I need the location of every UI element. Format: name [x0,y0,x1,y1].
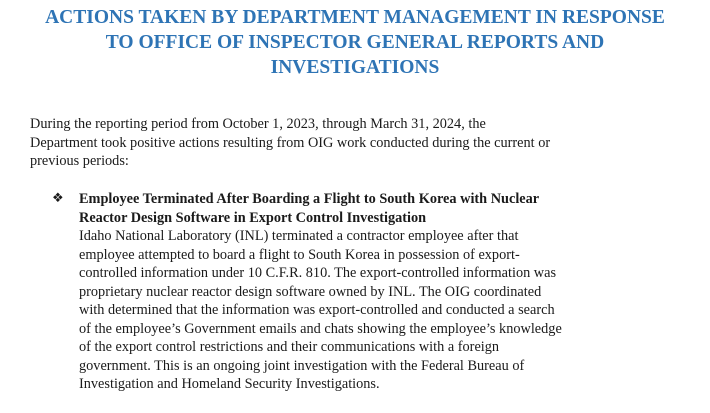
item-body-line: with determined that the information was export-controlled and conducted a search [79,302,555,318]
page-title [10,5,700,80]
intro-paragraph [30,115,702,171]
title-line: TO OFFICE OF INSPECTOR GENERAL REPORTS AND [105,32,605,53]
item-heading-line: Reactor Design Software in Export Control Investigation [79,209,427,226]
item-body-line: Idaho National Laboratory (INL) terminated a contractor employee after that [79,228,519,244]
item-body-line: Investigation and Homeland Security Investigations. [79,376,380,392]
item-body-line: of the export control restrictions and their communications with a foreign [79,339,500,355]
intro-line: Department took positive actions resulting from OIG work conducted during the current or [30,134,551,151]
intro-line: During the reporting period from October 1, 2023, through March 31, 2024, the [30,116,486,132]
item-body-line: employee attempted to board a flight to South Korea in possession of export- [79,246,520,263]
item-body-line: controlled information under 10 C.F.R. 810. The export-controlled information was [79,265,557,281]
title-line: INVESTIGATIONS [270,57,440,78]
diamond-bullet-icon: ❖ [52,191,64,206]
title-line: ACTIONS TAKEN BY DEPARTMENT MANAGEMENT IN RESPONSE [45,7,665,28]
intro-line: previous periods: [30,153,129,170]
item-body-line: of the employee’s Government emails and chats showing the employee’s knowledge [79,320,562,337]
item-body [79,227,707,394]
list-item [79,190,707,394]
item-heading [79,190,707,227]
item-body-line: government. This is an ongoing joint investigation with the Federal Bureau of [79,357,525,374]
item-body-line: proprietary nuclear reactor design software owned by INL. The OIG coordinated [79,283,542,300]
item-heading-line: Employee Terminated After Boarding a Flight to South Korea with Nuclear [79,191,540,207]
